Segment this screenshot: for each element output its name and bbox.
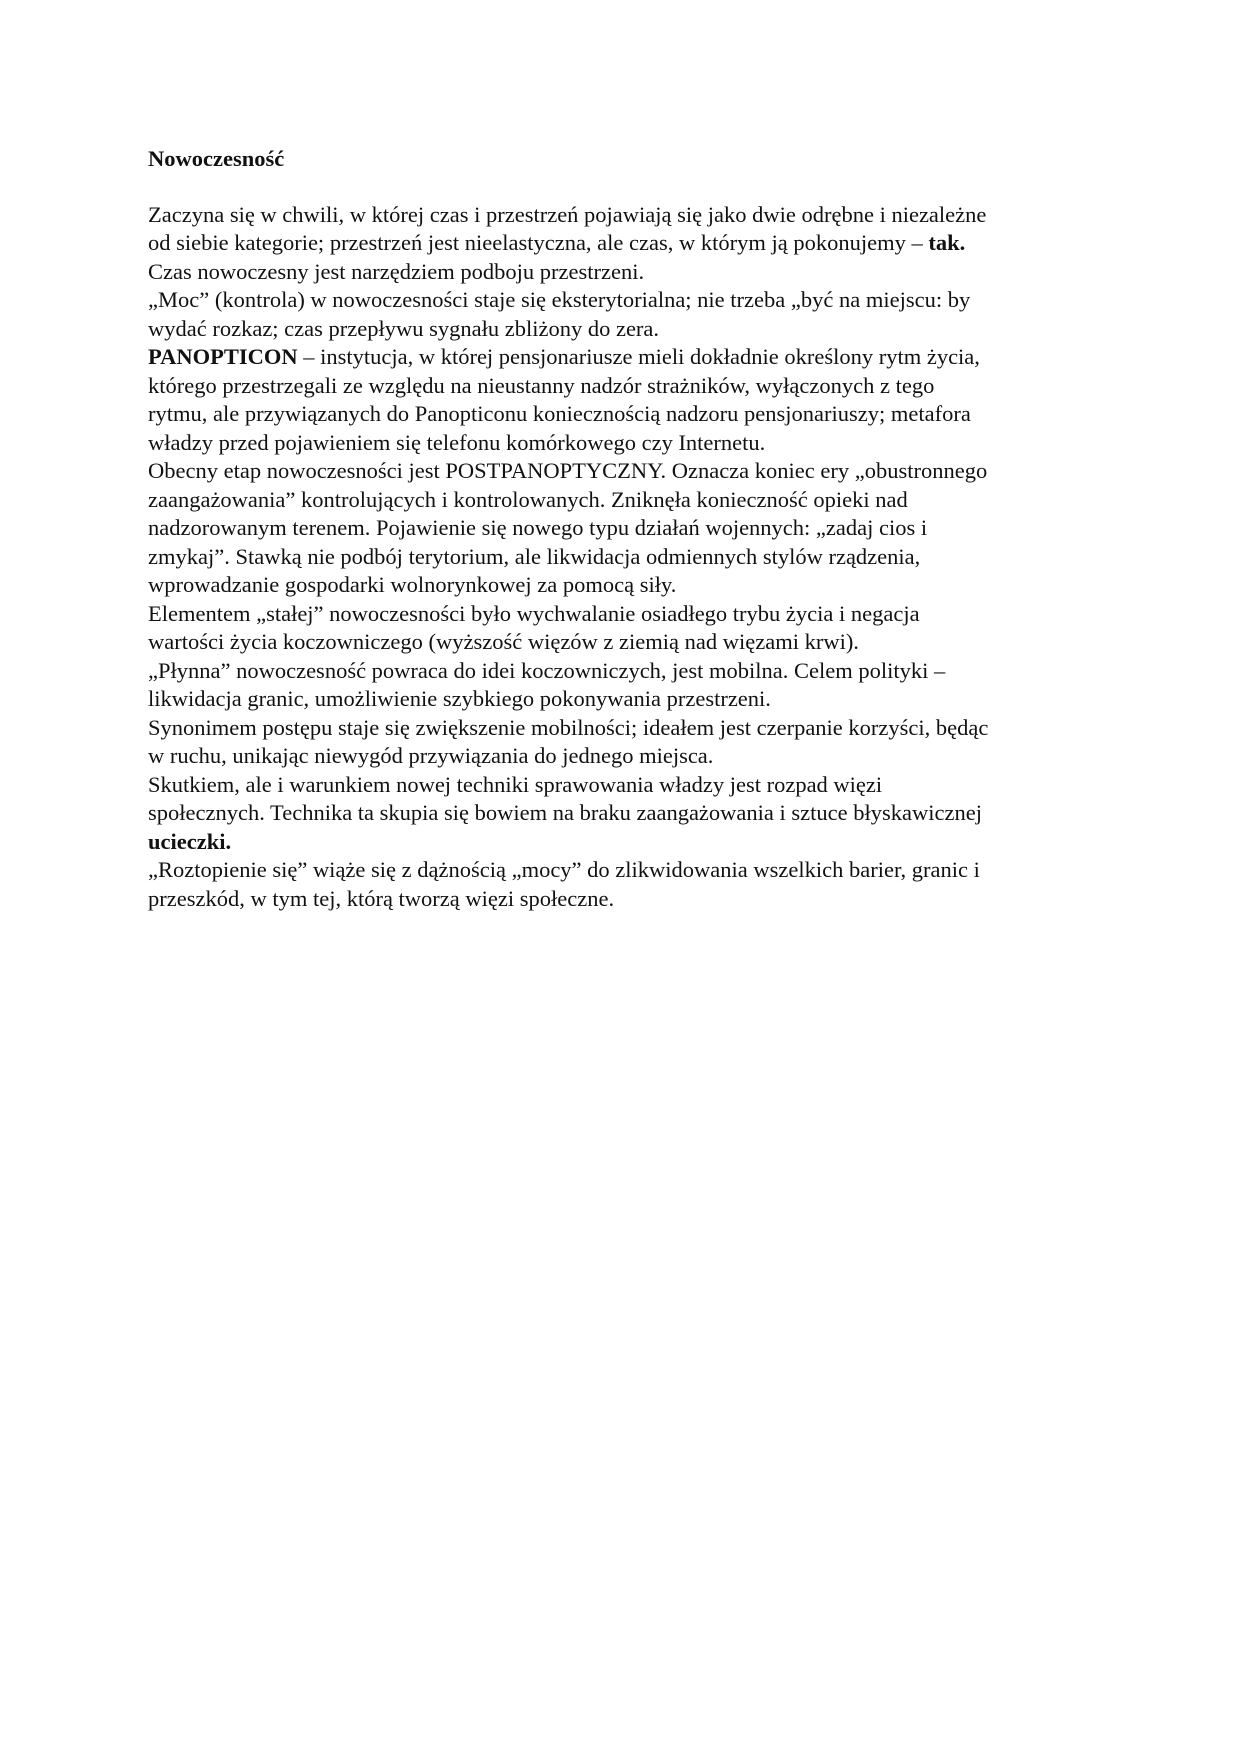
- text-line: wydać rozkaz; czas przepływu sygnału zbliżony do zera.: [148, 315, 660, 341]
- text-line: w ruchu, unikając niewygód przywiązania do jednego miejsca.: [148, 743, 714, 768]
- text-line: zaangażowania” kontrolujących i kontrolowanych. Zniknęła konieczność opieki nad: [148, 486, 908, 512]
- text-line: likwidacja granic, umożliwienie szybkiego pokonywania przestrzeni.: [148, 686, 771, 711]
- text-line: „Roztopienie się” wiąże się z dążnością „mocy” do zlikwidowania wszelkich barier, granic i: [148, 857, 980, 882]
- text-line: Skutkiem, ale i warunkiem nowej techniki sprawowania władzy jest rozpad więzi: [148, 771, 883, 797]
- paragraph-intro: [148, 201, 1093, 287]
- document-title: Nowoczesność: [148, 146, 285, 171]
- paragraph-postpanoptic: [148, 457, 1093, 600]
- text-line: rytmu, ale przywiązanych do Panopticonu koniecznością nadzoru pensjonariuszy; metafora: [148, 401, 971, 426]
- text-line: ucieczki.: [148, 828, 232, 854]
- paragraph-mobility: [148, 714, 1093, 771]
- text-line: [148, 229, 1093, 258]
- text-line: społecznych. Technika ta skupia się bowiem na braku zaangażowania i sztuce błyskawicznej: [148, 800, 982, 825]
- paragraph-social-bonds: [148, 771, 1093, 857]
- text-line: wartości życia koczowniczego (wyższość więzów z ziemią nad więzami krwi).: [148, 629, 859, 654]
- text-segment: od siebie kategorie; przestrzeń jest nieelastyczna, ale czas, w którym ją pokonujemy –: [148, 230, 923, 255]
- paragraph-panopticon: [148, 343, 1093, 457]
- text-line: nadzorowanym terenem. Pojawienie się nowego typu działań wojennych: „zadaj cios i: [148, 515, 928, 540]
- bold-text: tak.: [928, 230, 966, 255]
- text-line: Synonimem postępu staje się zwiększenie mobilności; ideałem jest czerpanie korzyści, będąc: [148, 714, 989, 740]
- text-line: Zaczyna się w chwili, w której czas i przestrzeń pojawiają się jako dwie odrębne i niezależne: [148, 201, 987, 227]
- text-line: Czas nowoczesny jest narzędziem podboju przestrzeni.: [148, 258, 645, 284]
- document-body: [148, 145, 1093, 913]
- text-line: wprowadzanie gospodarki wolnorynkowej za pomocą siły.: [148, 572, 677, 597]
- text-line: którego przestrzegali ze względu na nieustanny nadzór strażników, wyłączonych z tego: [148, 372, 935, 398]
- paragraph-solid-modernity: [148, 600, 1093, 657]
- text-line: Obecny etap nowoczesności jest POSTPANOPTYCZNY. Oznacza koniec ery „obustronnego: [148, 458, 988, 483]
- text-segment: – instytucja, w której pensjonariusze mieli dokładnie określony rytm życia,: [297, 344, 980, 369]
- paragraph-melting: [148, 856, 1093, 913]
- bold-term: PANOPTICON: [148, 344, 298, 369]
- paragraph-liquid-modernity: [148, 657, 1093, 714]
- paragraph-moc: [148, 286, 1093, 343]
- text-line: Elementem „stałej” nowoczesności było wychwalanie osiadłego trybu życia i negacja: [148, 600, 920, 626]
- text-line: zmykaj”. Stawką nie podbój terytorium, ale likwidacja odmiennych stylów rządzenia,: [148, 543, 921, 569]
- text-line: przeszkód, w tym tej, którą tworzą więzi społeczne.: [148, 885, 615, 911]
- text-line: władzy przed pojawieniem się telefonu komórkowego czy Internetu.: [148, 429, 766, 455]
- text-line: [148, 343, 1093, 372]
- text-line: „Płynna” nowoczesność powraca do idei koczowniczych, jest mobilna. Celem polityki –: [148, 657, 946, 683]
- text-line: „Moc” (kontrola) w nowoczesności staje się eksterytorialna; nie trzeba „być na miejscu: by: [148, 287, 971, 312]
